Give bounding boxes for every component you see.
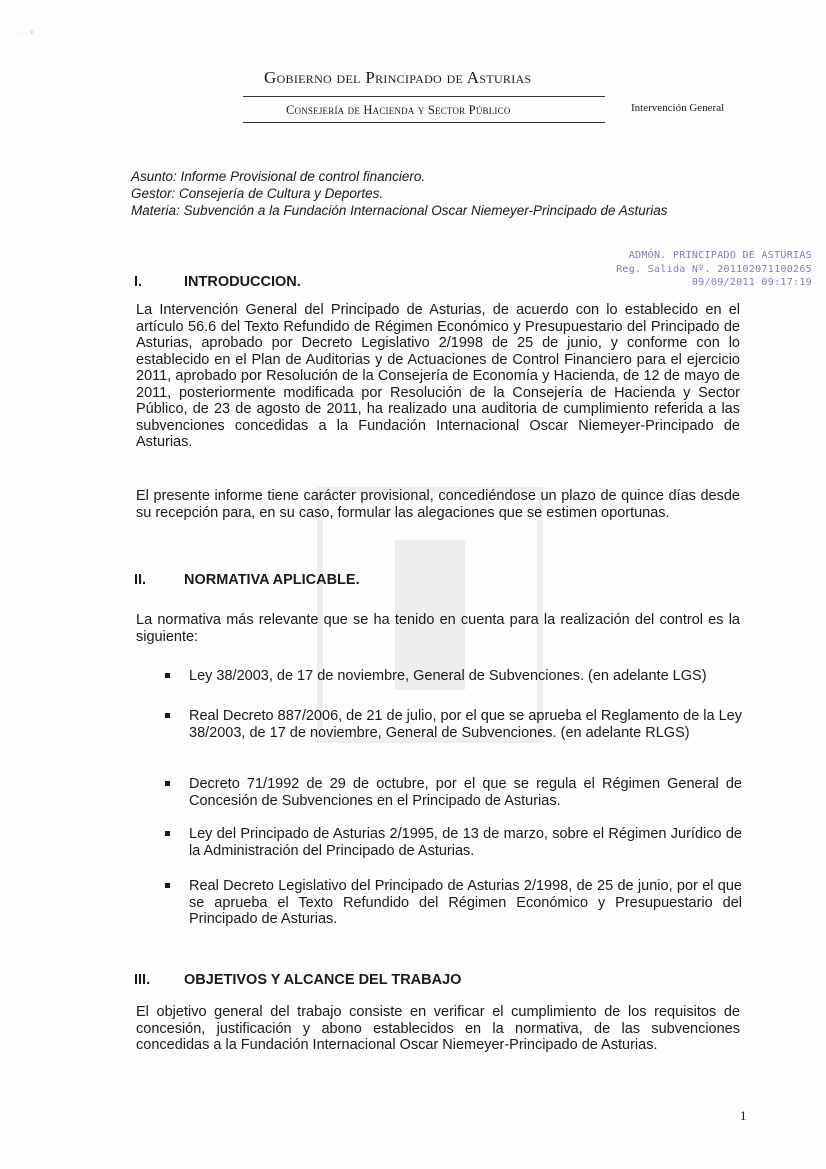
scan-marks: · · ᵍ [20,28,33,37]
header-rule-top [243,96,605,97]
meta-materia: Materia: Subvención a la Fundación Internacional Oscar Niemeyer-Principado de Asturias [131,203,668,218]
bullet-icon [165,831,170,836]
government-title: Gobierno del Principado de Asturias [264,68,532,87]
registry-stamp: ADMÓN. PRINCIPADO DE ASTURIAS Reg. Salida Nº. 201102071100265 09/09/2011 09:17:19 [616,250,812,288]
document-meta [131,168,668,219]
department-subtitle: Consejería de Hacienda y Sector Público [286,103,511,117]
bullet-icon [165,883,170,888]
meta-asunto: Asunto: Informe Provisional de control financiero. [131,169,426,184]
section-heading-objetivos: III. OBJETIVOS Y ALCANCE DEL TRABAJO [134,972,462,988]
page-number: 1 [740,1108,747,1123]
section-heading-introduccion: I. INTRODUCCION. [134,274,301,290]
bullet-icon [165,781,170,786]
bullet-icon [165,673,170,678]
bullet-icon [165,713,170,718]
meta-gestor: Gestor: Consejería de Cultura y Deportes. [131,186,384,201]
header-rule-bottom [243,122,605,123]
paragraph-normativa: La normativa más relevante que se ha tenido en cuenta para la realización del control es la siguiente: [136,612,740,645]
section-heading-normativa: II. NORMATIVA APLICABLE. [134,572,360,588]
paragraph-intro: La Intervención General del Principado de Asturias, de acuerdo con lo establecido en el artículo 56.6 del Texto Refundido de Régimen Económico y Presupuestario del Principado de Asturias, aprobado por Decreto Legislativo 2/1998 de 25 de junio, y conforme con lo establecido en el Plan de Auditorias y de Actuaciones de Control Financiero para el ejercicio 2011, aprobado por Resolución de la Consejería de Economía y Hacienda, de 12 de mayo de 2011, posteriormente modificada por Resolución de la Consejería de Hacienda y Sector Público, de 23 de agosto de 2011, ha realizado una auditoria de cumplimiento referida a las subvenciones concedidas a la Fundación Internacional Oscar Niemeyer-Principado de Asturias. [136,302,740,450]
office-name: Intervención General [631,102,725,114]
paragraph-provisional: El presente informe tiene carácter provisional, concediéndose un plazo de quince días desde su recepción para, en su caso, formular las alegaciones que se estimen oportunas. [136,488,740,521]
paragraph-objetivos: El objetivo general del trabajo consiste en verificar el cumplimiento de los requisitos de concesión, justificación y abono establecidos en la normativa, de las subvenciones concedidas a la Fundación Internacional Oscar Niemeyer-Principado de Asturias. [136,1004,740,1053]
